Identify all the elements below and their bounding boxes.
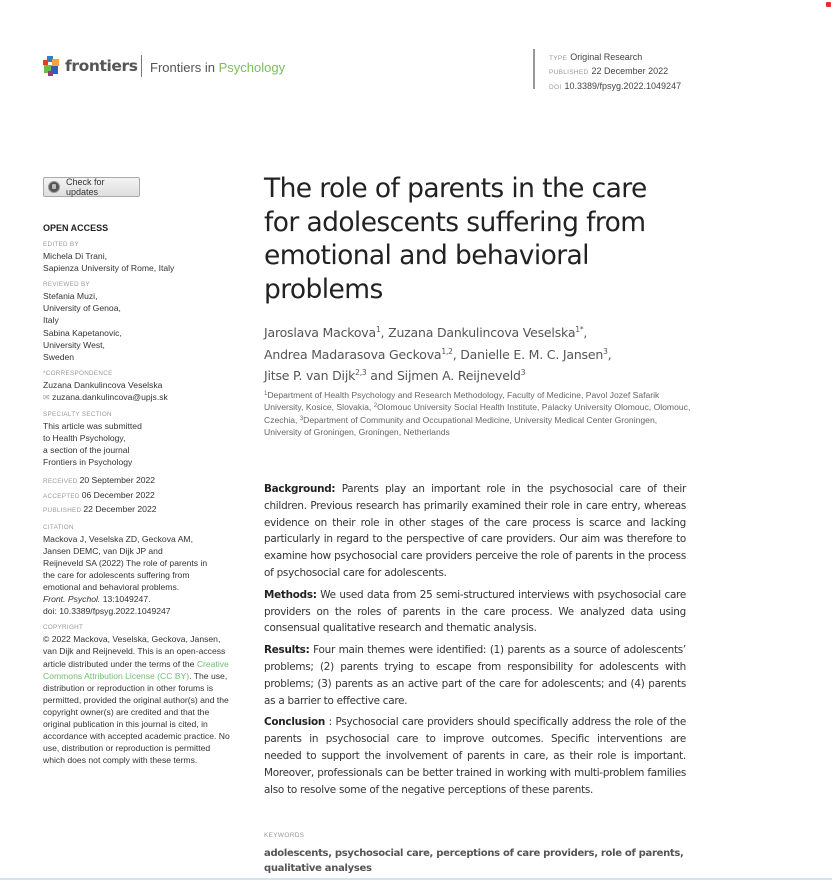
citation-line: the care for adolescents suffering from bbox=[43, 569, 190, 580]
abstract-results: Results: Four main themes were identified: (1) parents as a source of adolescents’ problems; (2) parents trying to escape from responsibility for adolescents with problems; (3) parents as an active part of the care for adolescents; and (4) parents as a barrier to effective care. bbox=[264, 644, 686, 707]
specialty-line: Frontiers in Psychology bbox=[43, 457, 133, 468]
check-for-updates-button[interactable] bbox=[43, 177, 140, 197]
citation-line: emotional and behavioral problems. bbox=[43, 582, 180, 593]
corner-marker bbox=[826, 2, 831, 7]
citation-volume: 13:1049247. bbox=[100, 594, 151, 605]
cc-by-license-link[interactable]: Creative Commons Attribution License (CC BY) bbox=[43, 658, 229, 681]
correspondence-email[interactable]: zuzana.dankulincova@upjs.sk bbox=[52, 391, 168, 402]
citation-doi[interactable]: doi: 10.3389/fpsyg.2022.1049247 bbox=[43, 606, 171, 617]
keywords-label: KEYWORDS bbox=[264, 832, 305, 839]
article-meta bbox=[549, 51, 681, 94]
edited-by-label: EDITED BY bbox=[43, 241, 79, 249]
article-sidebar bbox=[43, 222, 243, 766]
reviewer-line: Italy bbox=[43, 315, 59, 326]
email-icon: ✉ bbox=[43, 392, 50, 402]
citation-line: Reijneveld SA (2022) The role of parents in bbox=[43, 557, 208, 568]
author-list: Jaroslava Mackova$^1$, Zuzana Dankulincova Veselska$^{1*}$, Andrea Madarasova Geckova$^{1,2}$, Danielle E. M. C. Jansen$^3$, Jitse P. van Dijk$^{2,3}$ and Sijmen A. Reijneveld$^3$ bbox=[264, 325, 612, 383]
author[interactable]: Jitse P. van Dijk$^{2,3}$ bbox=[264, 368, 367, 383]
author[interactable]: Sijmen A. Reijneveld$^3$ bbox=[396, 368, 526, 383]
journal-prefix: Frontiers in bbox=[150, 60, 219, 75]
accepted-date: ACCEPTED 06 December 2022 bbox=[43, 489, 155, 500]
specialty-line: This article was submitted bbox=[43, 421, 142, 432]
citation-line: Mackova J, Veselska ZD, Geckova AM, bbox=[43, 533, 193, 544]
correspondence-email-row[interactable] bbox=[43, 391, 243, 404]
affiliation: Department of Health Psychology and Research Methodology, Faculty of Medicine, Pavol Jozef Safarik University, Kosice, Slovakia, bbox=[264, 390, 660, 413]
affiliation: Department of Community and Occupational Medicine, University Medical Center Groningen, University of Groningen, Groningen, Netherlands bbox=[264, 414, 658, 437]
citation-label: CITATION bbox=[43, 523, 74, 531]
citation-line: Jansen DEMC, van Dijk JP and bbox=[43, 545, 163, 556]
reviewer-line: Stefania Muzi, bbox=[43, 291, 98, 302]
reviewer-line: Sweden bbox=[43, 351, 75, 362]
reviewer-line: University West, bbox=[43, 339, 105, 350]
frontiers-logo[interactable] bbox=[43, 56, 138, 76]
meta-divider bbox=[533, 49, 535, 89]
citation-journal: Front. Psychol. bbox=[43, 594, 101, 605]
meta-doi[interactable]: DOI 10.3389/fpsyg.2022.1049247 bbox=[549, 80, 682, 91]
author[interactable]: Jaroslava Mackova$^1$ bbox=[264, 325, 381, 340]
reviewed-by-label: REVIEWED BY bbox=[43, 281, 91, 289]
citation-journal-line bbox=[43, 593, 243, 605]
author[interactable]: Andrea Madarasova Geckova$^{1,2}$ bbox=[264, 346, 453, 362]
article-title: The role of parents in the care for adolescents suffering from emotional and behavioral problems bbox=[264, 173, 647, 305]
copyright-text: © 2022 Mackova, Veselska, Geckova, Jansen, van Dijk and Reijneveld. This is an open-access article distributed under the terms of the Creative Commons Attribution License (CC BY). The use, distribution or reproduction in other forums is permitted, provided the original author(s) and the copyright owner(s) are credited and that the original publication in this journal is cited, in accordance with accepted academic practice. No use, distribution or reproduction is permitted which does not comply with these terms. bbox=[43, 634, 230, 766]
frontiers-logo-icon bbox=[43, 56, 60, 76]
reviewer-line: Sabina Kapetanovic, bbox=[43, 327, 122, 338]
reviewer-line: University of Genoa, bbox=[43, 303, 121, 314]
specialty-section-label: SPECIALTY SECTION bbox=[43, 411, 112, 419]
author[interactable]: Danielle E. M. C. Jansen$^3$ bbox=[460, 346, 608, 362]
published-date: PUBLISHED 22 December 2022 bbox=[43, 503, 157, 514]
dates-block bbox=[43, 474, 243, 516]
affiliation: Olomouc University Social Health Institute, Palacky University Olomouc, Olomouc, Czechia, bbox=[264, 402, 691, 425]
correspondence-label: *CORRESPONDENCE bbox=[43, 369, 113, 377]
keywords: adolescents, psychosocial care, perceptions of care providers, role of parents, qualitative analyses bbox=[264, 848, 684, 874]
abstract-methods: Methods: We used data from 25 semi-structured interviews with psychosocial care providers on the roles of parents in the care process. We analyzed data using consensual qualitative research and thematic analysis. bbox=[264, 588, 686, 635]
editor-affiliation: Sapienza University of Rome, Italy bbox=[43, 263, 175, 274]
author[interactable]: Zuzana Dankulincova Veselska$^{1*}$ bbox=[388, 325, 584, 340]
meta-type: TYPE Original Research bbox=[549, 52, 643, 62]
header-divider bbox=[141, 55, 142, 77]
journal-name[interactable] bbox=[150, 60, 285, 75]
meta-published: PUBLISHED 22 December 2022 bbox=[549, 66, 669, 77]
specialty-line: to Health Psychology, bbox=[43, 433, 126, 444]
open-access-label: OPEN ACCESS bbox=[43, 223, 109, 233]
abstract-background: Background: Parents play an important role in the psychosocial care of their children. Previous research has primarily examined their role in care entry, whereas evidence on their role in other stages of the care process is scarce and lacking particularly in regard to the perspective of care providers. Our aim was therefore to examine how psychosocial care providers perceive the role of parents in the process of psychosocial care for adolescents. bbox=[264, 483, 686, 579]
correspondence-name: Zuzana Dankulincova Veselska bbox=[43, 379, 163, 390]
affiliations: $^1$Department of Health Psychology and Research Methodology, Faculty of Medicine, Pavol Jozef Safarik University, Kosice, Slovakia, $^2$Olomouc University Social Health Institute, Palacky University Olomouc, Olomouc, Czechia, $^3$Department of Community and Occupational Medicine, University Medical Center Groningen, University of Groningen, Groningen, Netherlands bbox=[264, 390, 691, 437]
check-for-updates-label: Check for updates bbox=[66, 177, 105, 197]
copyright-label: COPYRIGHT bbox=[43, 624, 84, 632]
logo-wordmark: frontiers bbox=[65, 57, 138, 75]
abstract bbox=[264, 481, 686, 803]
received-date: RECEIVED 20 September 2022 bbox=[43, 475, 156, 486]
specialty-line: a section of the journal bbox=[43, 445, 130, 456]
abstract-conclusion: Conclusion : Psychosocial care providers should specifically address the role of the parents in psychosocial care to improve outcomes. Specific interventions are needed to support the involvement of parents in care, as their role is important. Moreover, professionals can be better trained in working with multi-problem families also to resolve some of the negative perceptions of these parents. bbox=[264, 716, 686, 796]
crossmark-icon bbox=[48, 181, 60, 193]
journal-subject: Psychology bbox=[218, 60, 286, 75]
editor-name: Michela Di Trani, bbox=[43, 251, 107, 262]
